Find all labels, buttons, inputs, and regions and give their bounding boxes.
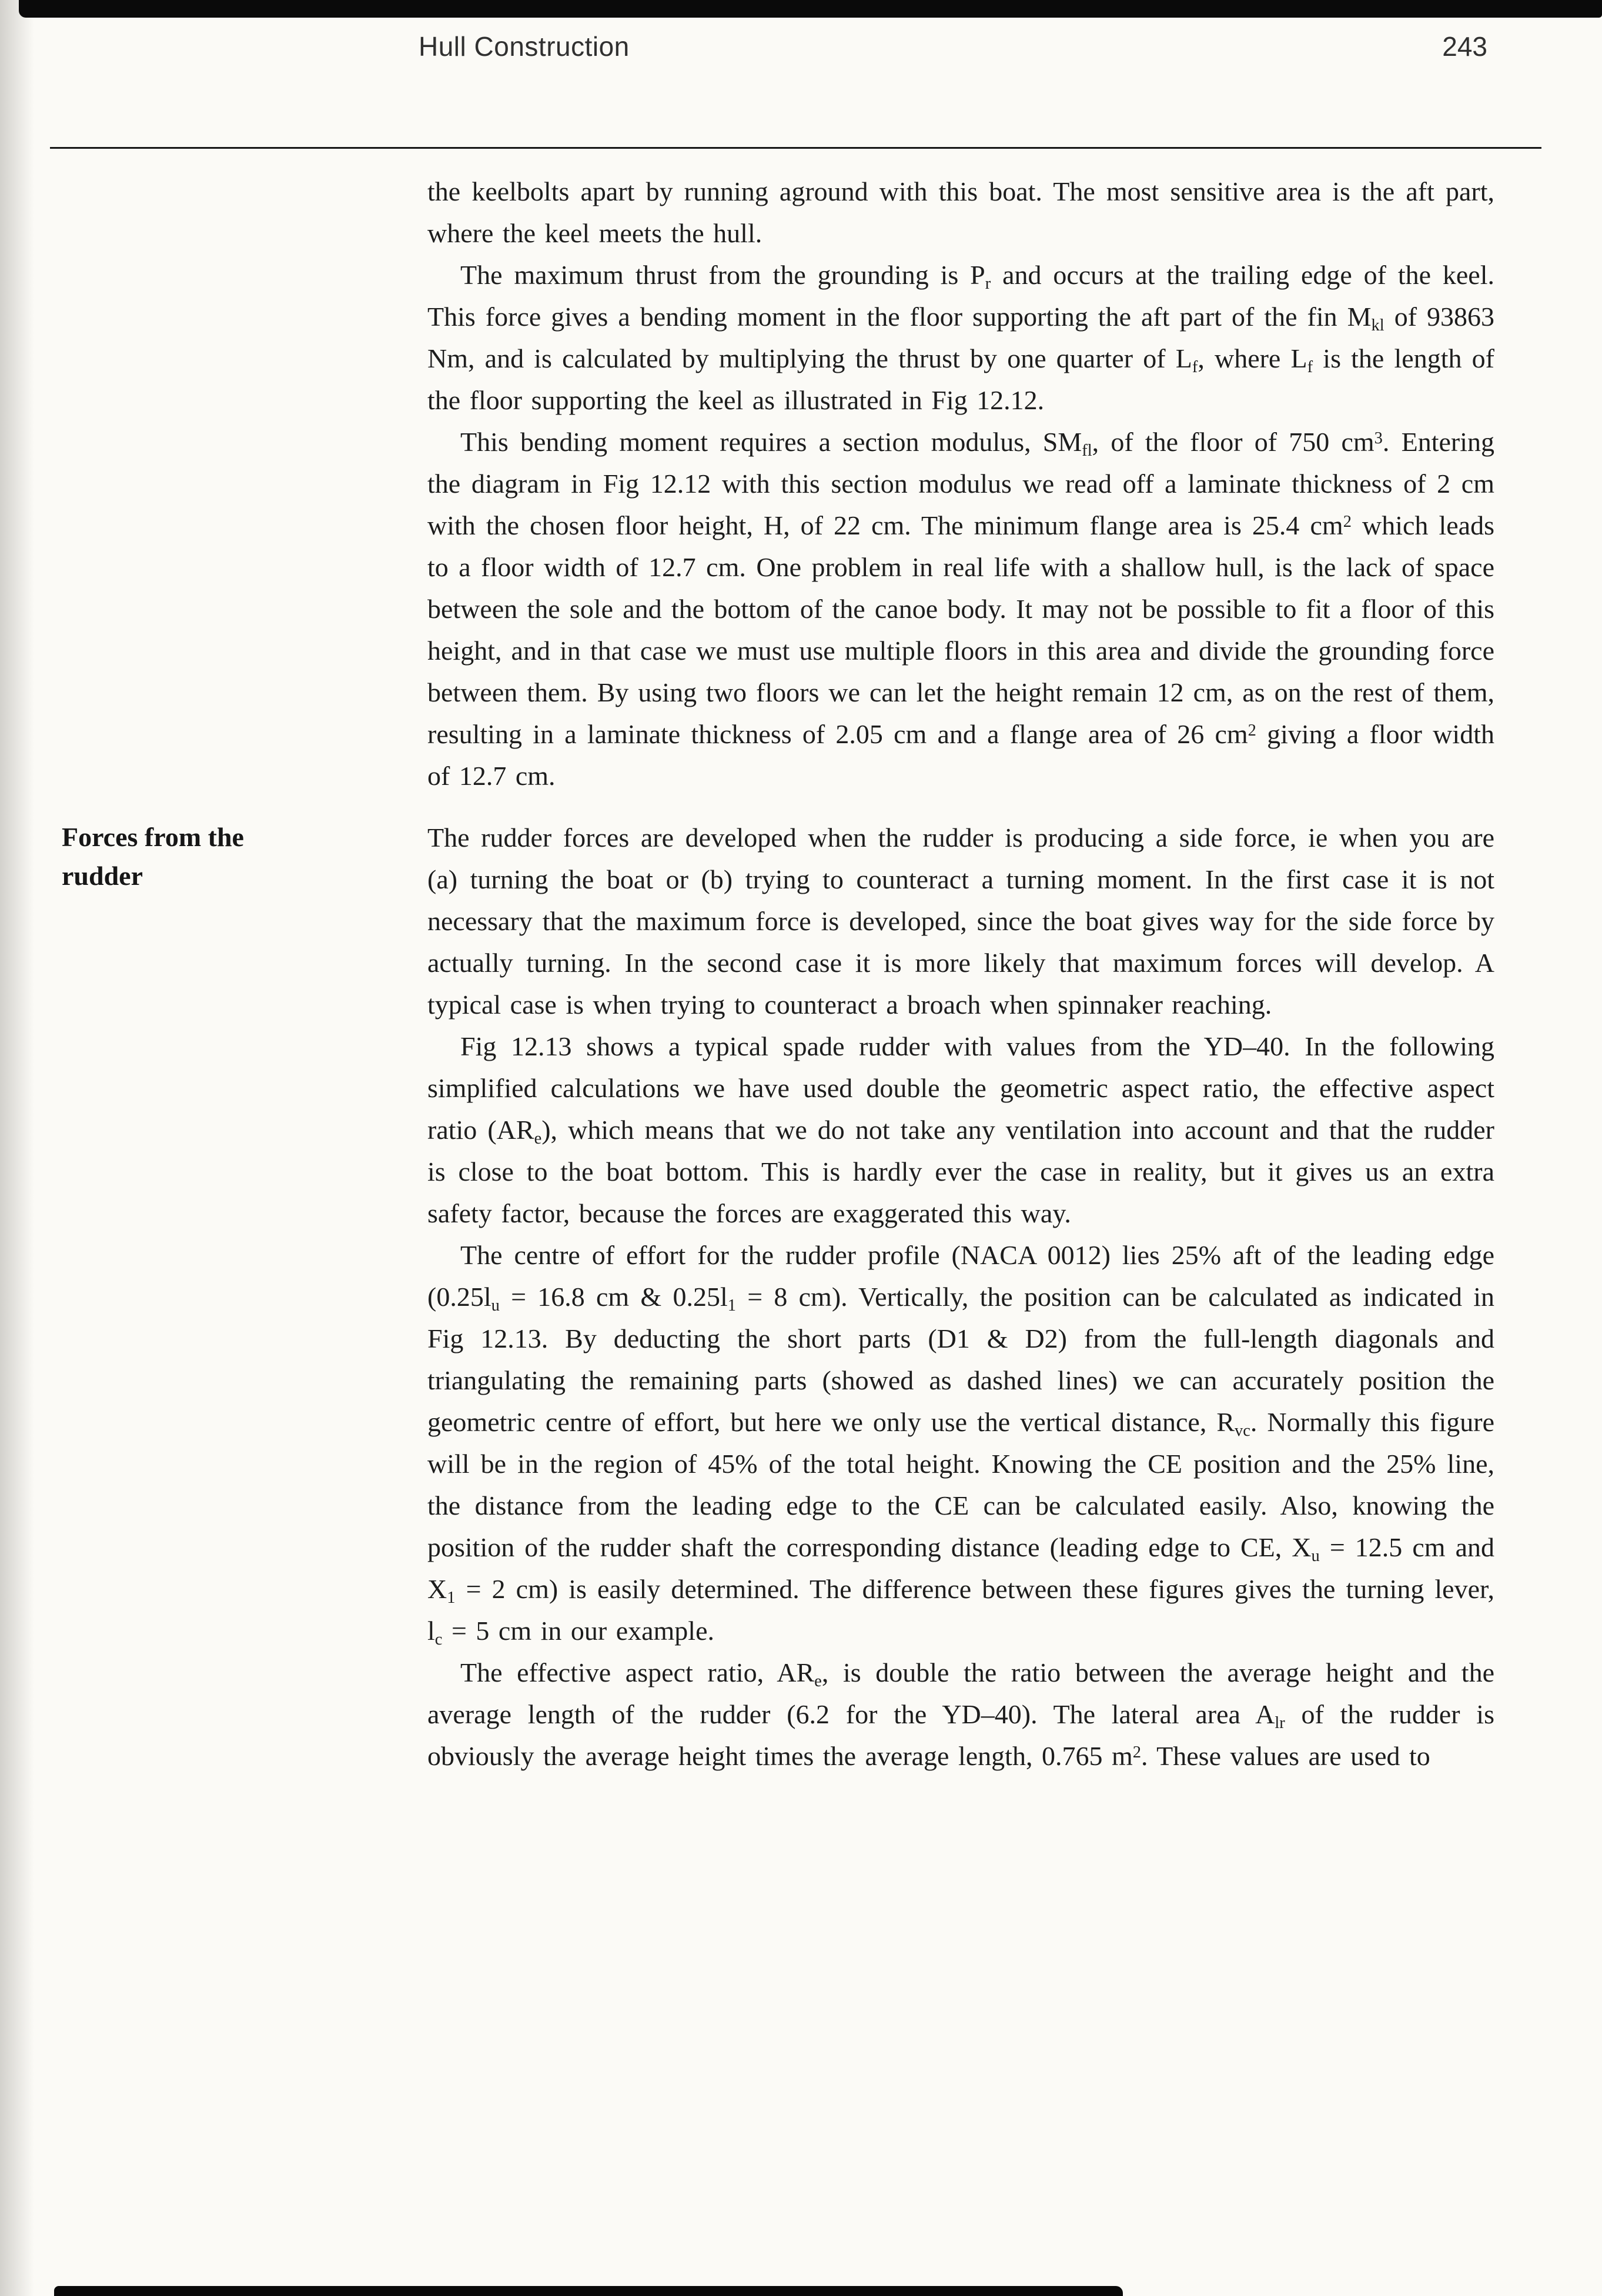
body-paragraph: the keelbolts apart by running aground with this boat. The most sensitive area is the aft part, where the keel meets the hull. <box>427 176 1494 248</box>
scan-edge-bottom <box>54 2286 1123 2296</box>
margin-heading <box>62 818 403 895</box>
body-paragraph: Fig 12.13 shows a typical spade rudder with values from the YD–40. In the following simplified calculations we have used double the geometric aspect ratio, the effective aspect ratio $(AR_e)$, which means that we do not take any ventilation into account and that the rudder is close to the boat bottom. This is hardly ever the case in reality, but it gives us an extra safety factor, because the forces are exaggerated this way. <box>427 1031 1494 1228</box>
page-title: Hull Construction <box>419 31 630 62</box>
body-paragraph: The effective aspect ratio, $AR_e$, is double the ratio between the average height and the average length of the rudder (6.2 for the YD–40). The lateral area $A_{lr}$ of the rudder is obviously the average height times the average length, 0.765 $m^2$. These values are used to <box>427 1657 1494 1771</box>
body-paragraph: This bending moment requires a section modulus, $SM_{fl}$, of the floor of 750 $cm^3$. Entering the diagram in Fig 12.12 with this section modulus we read off a laminate thickness of 2 cm with the chosen floor height, H, of 22 cm. The minimum flange area is 25.4 $cm^2$ which leads to a floor width of 12.7 cm. One problem in real life with a shallow hull, is the lack of space between the sole and the bottom of the canoe body. It may not be possible to fit a floor of this height, and in that case we must use multiple floors in this area and divide the grounding force between them. By using two floors we can let the height remain 12 cm, as on the rest of them, resulting in a laminate thickness of 2.05 cm and a flange area of 26 $cm^2$ giving a floor width of 12.7 cm. <box>427 427 1495 791</box>
body-paragraph: The maximum thrust from the grounding is $P_r$ and occurs at the trailing edge of the keel. This force gives a bending moment in the floor supporting the aft part of the fin $M_{kl}$ of 93863 Nm, and is calculated by multiplying the thrust by one quarter of $L_f$, where $L_f$ is the length of the floor supporting the keel as illustrated in Fig 12.12. <box>427 260 1495 415</box>
margin-heading-line: Forces from the <box>62 822 244 852</box>
running-header <box>0 31 1602 67</box>
page-body <box>0 171 1602 1777</box>
page-number: 243 <box>1442 31 1487 62</box>
margin-heading-line: rudder <box>62 861 143 891</box>
body-paragraph: The rudder forces are developed when the rudder is producing a side force, ie when you are (a) turning the boat or (b) trying to counteract a turning moment. In the first case it is not necessary that the maximum force is developed, since the boat gives way for the side force by actually turning. In the second case it is more likely that maximum forces will develop. A typical case is when trying to counteract a broach when spinnaker reaching. <box>427 823 1494 1020</box>
text-column <box>427 171 1494 797</box>
scan-edge-top <box>19 0 1602 18</box>
section-forces-from-rudder <box>0 817 1602 1777</box>
text-column <box>427 817 1494 1777</box>
header-rule <box>50 147 1541 149</box>
section-keel-grounding <box>0 171 1602 797</box>
body-paragraph: The centre of effort for the rudder profile (NACA 0012) lies 25% aft of the leading edge ($0.25l_u = 16.8$ cm & $0.25l_1 = 8$ cm). Vertically, the position can be calculated as indicated in Fig 12.13. By deducting the short parts (D1 & D2) from the full-length diagonals and triangulating the remaining parts (showed as dashed lines) we can accurately position the geometric centre of effort, but here we only use the vertical distance, $R_{vc}$. Normally this figure will be in the region of 45% of the total height. Knowing the CE position and the 25% line, the distance from the leading edge to the CE can be calculated easily. Also, knowing the position of the rudder shaft the corresponding distance (leading edge to CE, $X_u = 12.5$ cm and $X_1 = 2$ cm) is easily determined. The difference between these figures gives the turning lever, $l_c = 5$ cm in our example. <box>427 1240 1495 1649</box>
